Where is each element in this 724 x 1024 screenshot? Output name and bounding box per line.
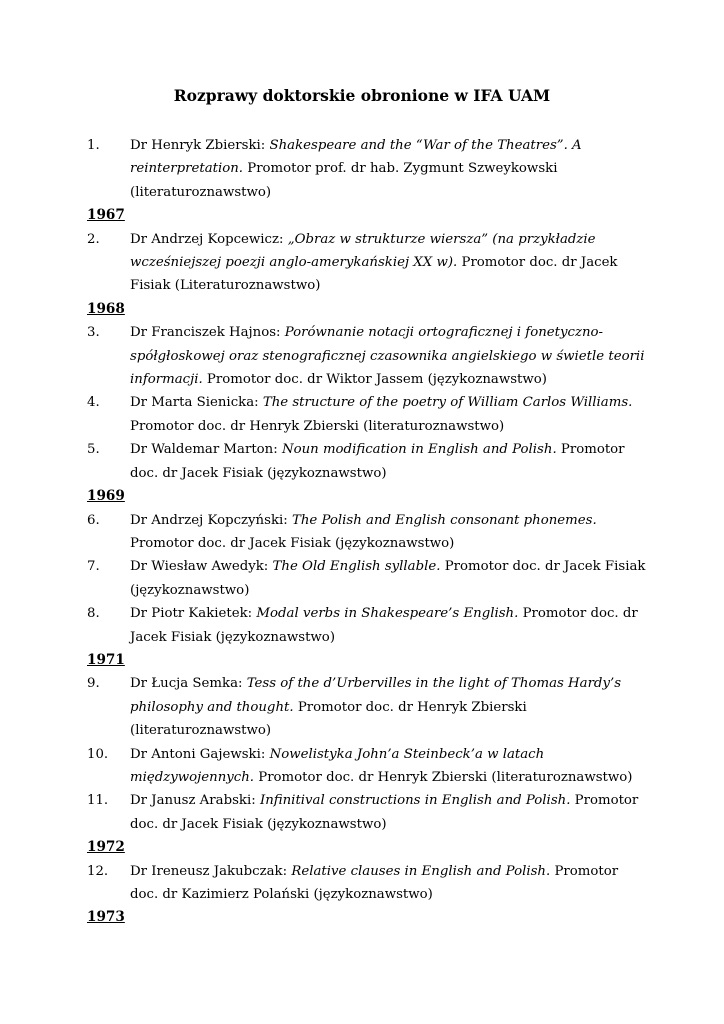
item-author: Dr Henryk Zbierski: — [130, 138, 270, 153]
item-supervisor: Promotor doc. dr Jacek Fisiak (Literaturoznawstwo) — [130, 255, 618, 294]
year-heading: 1969 — [87, 488, 125, 505]
item-author: Dr Janusz Arabski: — [130, 793, 260, 809]
item-author: Dr Waldemar Marton: — [130, 442, 282, 458]
item-author: Dr Wiesław Awedyk: — [130, 559, 273, 575]
item-supervisor: Promotor doc. dr Jacek Fisiak (językoznawstwo) — [130, 442, 625, 481]
item-number: 10. — [87, 746, 109, 762]
item-number: 11. — [87, 793, 109, 809]
item-number: 1. — [87, 138, 100, 153]
item-supervisor: Promotor doc. dr Jacek Fisiak (językoznawstwo) — [130, 793, 639, 832]
list-item — [87, 555, 647, 602]
list-item — [87, 672, 647, 742]
item-title: The structure of the poetry of William Carlos Williams. — [262, 395, 633, 411]
item-title: Porównanie notacji ortograficznej i fonetyczno-spółgłoskowej oraz stenograficznej czasownika angielskiego w świetle teorii informacji. — [130, 325, 645, 388]
item-number: 7. — [87, 559, 100, 575]
list-item — [87, 438, 647, 485]
item-supervisor: Promotor doc. dr Jacek Fisiak (językoznawstwo) — [130, 559, 646, 598]
item-title: Infinitival constructions in English and Polish. — [259, 793, 571, 809]
item-supervisor: Promotor doc. dr Kazimierz Polański (językoznawstwo) — [130, 863, 619, 902]
list-item — [87, 509, 647, 556]
list-item — [87, 321, 647, 391]
item-number: 3. — [87, 325, 100, 341]
item-author: Dr Marta Sienicka: — [130, 395, 263, 411]
item-number: 9. — [87, 676, 100, 692]
item-number: 2. — [87, 231, 100, 247]
item-number: 5. — [87, 442, 100, 458]
item-author: Dr Piotr Kakietek: — [130, 606, 257, 622]
list-item — [87, 602, 647, 649]
item-title: The Polish and English consonant phonemes. — [291, 512, 597, 528]
item-supervisor: Promotor doc. dr Jacek Fisiak (językoznawstwo) — [130, 606, 638, 645]
item-title: Noun modification in English and Polish. — [281, 442, 557, 458]
list-item — [87, 228, 647, 298]
year-heading: 1968 — [87, 300, 125, 317]
item-title: Shakespeare and the “War of the Theatres”. A reinterpretation. — [130, 138, 582, 177]
item-title: „Obraz w strukturze wiersza” (na przykładzie wcześniejszej poezji anglo-amerykańskiej XX w). — [130, 231, 596, 271]
item-supervisor: Promotor doc. dr Henryk Zbierski (literaturoznawstwo) — [130, 418, 505, 434]
item-author: Dr Łucja Semka: — [130, 676, 247, 692]
item-author: Dr Andrzej Kopcewicz: — [130, 231, 288, 247]
item-title: Modal verbs in Shakespeare’s English. — [256, 606, 519, 622]
item-title: Relative clauses in English and Polish. — [291, 863, 551, 879]
item-author: Dr Ireneusz Jakubczak: — [130, 863, 292, 879]
item-supervisor: Promotor prof. dr hab. Zygmunt Szweykowski (literaturoznawstwo) — [130, 161, 558, 200]
list-item — [87, 391, 647, 438]
item-title: The Old English syllable. — [272, 559, 441, 575]
year-heading: 1967 — [87, 207, 125, 224]
item-title: Nowelistyka John’a Steinbeck’a w latach międzywojennych. — [130, 746, 545, 785]
list-item — [87, 743, 647, 790]
item-supervisor: Promotor doc. dr Henryk Zbierski (literaturoznawstwo) — [254, 769, 633, 785]
item-supervisor: Promotor doc. dr Wiktor Jassem (językoznawstwo) — [202, 372, 547, 388]
dissertation-list — [87, 134, 647, 930]
item-author: Dr Andrzej Kopczyński: — [130, 512, 292, 528]
item-title: Tess of the d’Urbervilles in the light of Thomas Hardy’s philosophy and thought. — [130, 676, 622, 715]
item-author: Dr Franciszek Hajnos: — [130, 325, 285, 341]
item-number: 4. — [87, 395, 100, 411]
item-number: 12. — [87, 863, 109, 879]
item-supervisor: Promotor doc. dr Jacek Fisiak (językoznawstwo) — [130, 535, 455, 551]
item-number: 6. — [87, 512, 100, 528]
list-item — [87, 134, 647, 204]
item-author: Dr Antoni Gajewski: — [130, 746, 270, 762]
year-heading: 1973 — [87, 909, 125, 926]
year-heading: 1971 — [87, 651, 125, 668]
item-number: 8. — [87, 606, 100, 622]
list-item — [87, 860, 647, 907]
page-title: Rozprawy doktorskie obronione w IFA UAM — [173, 86, 551, 105]
item-supervisor: Promotor doc. dr Henryk Zbierski (literaturoznawstwo) — [130, 699, 527, 739]
year-heading: 1972 — [87, 839, 125, 856]
list-item — [87, 789, 647, 836]
